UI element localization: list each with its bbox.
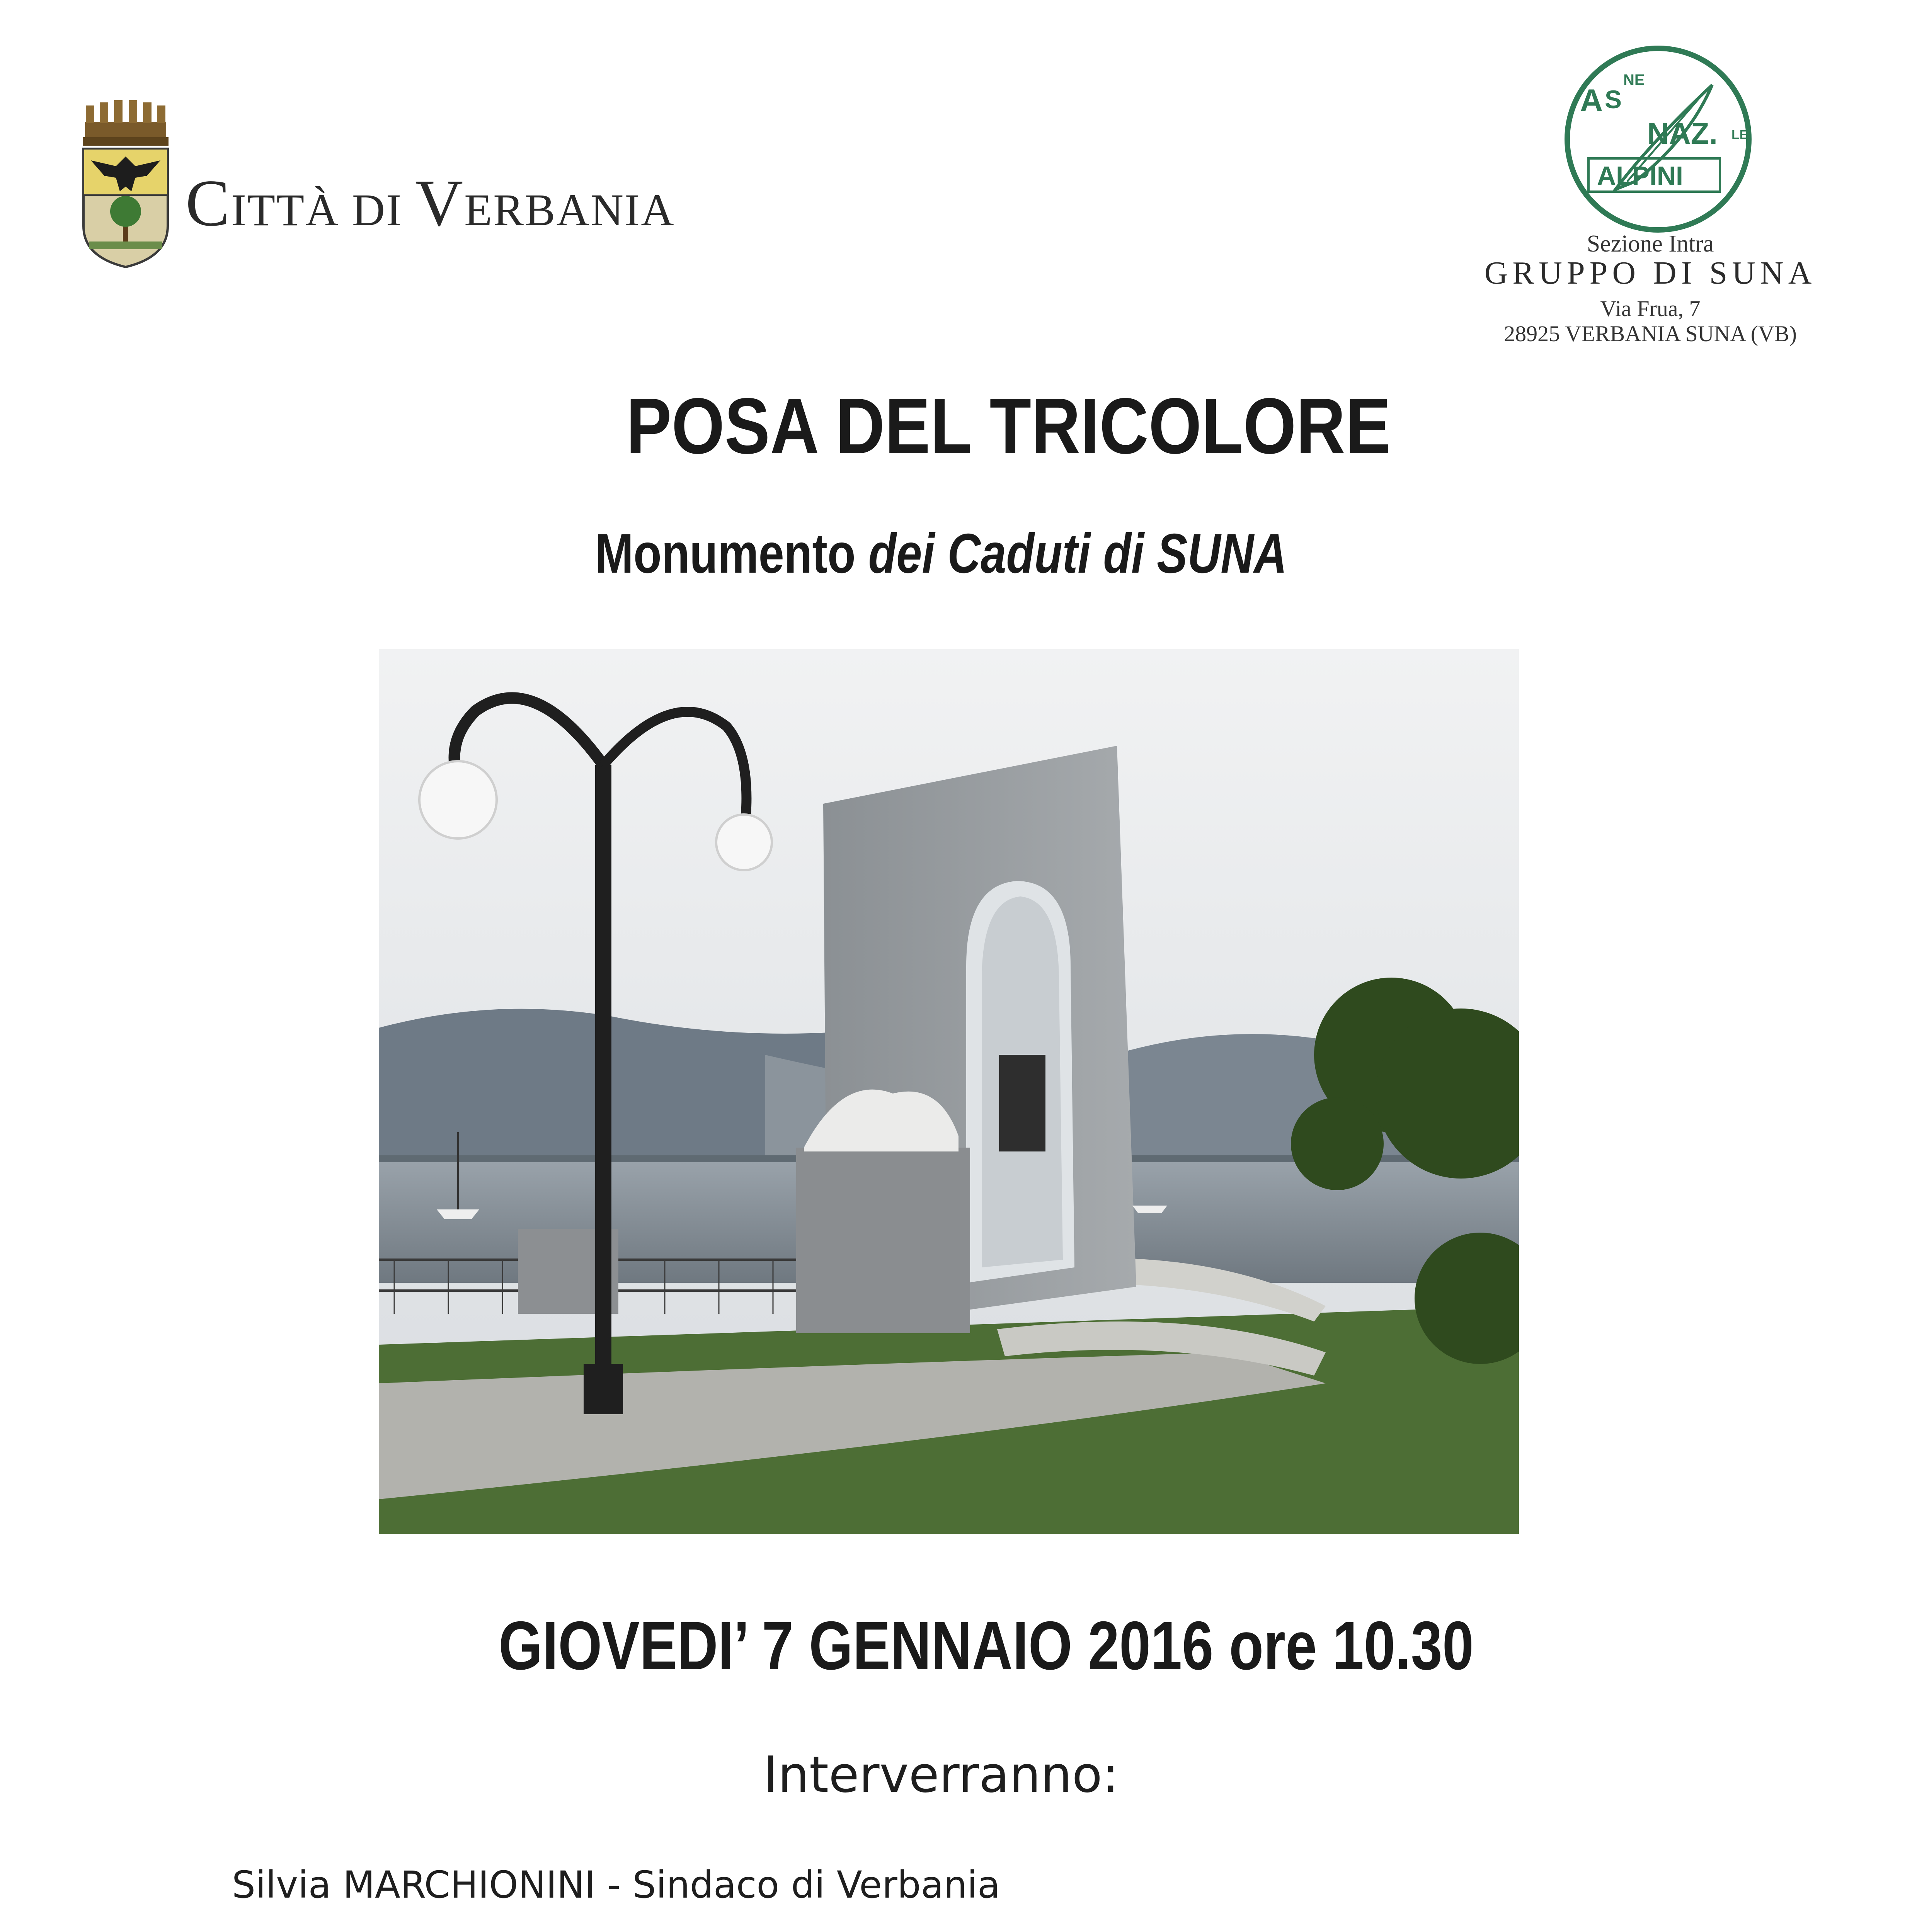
logo-alpini: ALPINI — [1597, 161, 1683, 190]
logo-ne: NE — [1623, 71, 1645, 88]
logo-letter-a: A — [1580, 83, 1603, 118]
city-address: 28925 VERBANIA SUNA (VB) — [1504, 321, 1797, 346]
subtitle: Monumento dei Caduti di SUNA — [595, 522, 1287, 585]
event-date: GIOVEDI’ 7 GENNAIO 2016 ore 10.30 — [499, 1607, 1474, 1684]
speaker-line: Silvia MARCHIONINI - Sindaco di Verbania — [232, 1863, 1000, 1906]
section-label: Sezione Intra — [1587, 231, 1714, 257]
city-name: CITTÀ DI VERBANIA — [186, 167, 675, 240]
logo-le: LE — [1731, 128, 1748, 142]
street-address: Via Frua, 7 — [1600, 296, 1701, 321]
coat-of-arms-logo — [77, 99, 174, 269]
page-title: POSA DEL TRICOLORE — [626, 382, 1391, 470]
alpini-association-logo — [1561, 43, 1755, 236]
monument-photo — [379, 649, 1519, 1534]
speakers-heading: Interverranno: — [763, 1746, 1119, 1804]
logo-letter-s: S — [1605, 85, 1622, 114]
group-name: GRUPPO DI SUNA — [1484, 255, 1817, 291]
logo-naz: NAZ. — [1647, 116, 1718, 150]
crown-icon — [83, 100, 169, 146]
